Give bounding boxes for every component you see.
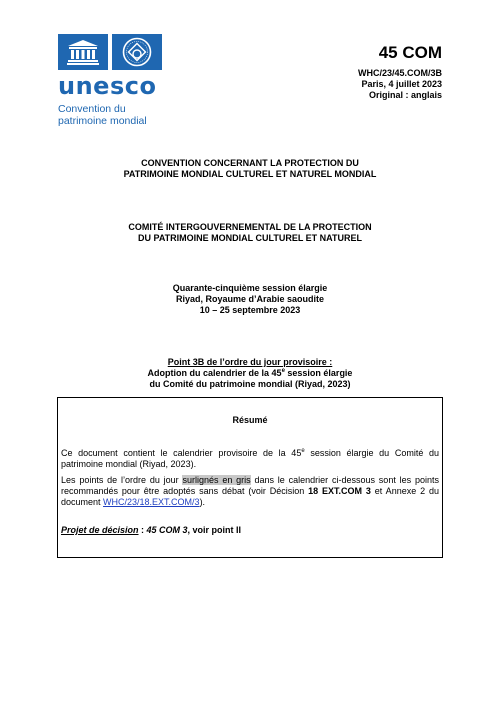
unesco-wordmark: unesco <box>58 72 157 100</box>
temple-icon <box>67 39 99 65</box>
grey-highlight-text: surlignés en gris <box>182 475 251 485</box>
session-dates: 10 – 25 septembre 2023 <box>199 305 301 315</box>
agenda-item-title-line2: du Comité du patrimoine mondial (Riyad, 2023) <box>149 379 351 389</box>
committee-title-line2: DU PATRIMOINE MONDIAL CULTUREL ET NATUREL <box>138 233 362 243</box>
world-heritage-emblem-icon <box>122 37 152 67</box>
original-language: Original : anglais <box>368 90 442 100</box>
agenda-title-part: Adoption du calendrier de la 45 <box>147 368 282 378</box>
logo-subtitle-line1: Convention du <box>58 103 126 115</box>
session-location: Riyad, Royaume d’Arabie saoudite <box>175 294 325 304</box>
place-and-date: Paris, 4 juillet 2023 <box>361 79 442 89</box>
agenda-title-part: session élargie <box>284 368 353 378</box>
agenda-item-title-line1 <box>58 368 442 379</box>
ordinal-suffix: e <box>301 448 305 454</box>
committee-title-line1: COMITÉ INTERGOUVERNEMENTAL DE LA PROTECTION <box>128 222 372 232</box>
document-meta <box>358 68 442 101</box>
document-reference: WHC/23/45.COM/3B <box>357 68 442 78</box>
convention-title-line2: PATRIMOINE MONDIAL CULTUREL ET NATUREL MONDIAL <box>123 169 377 179</box>
session-name: Quarante-cinquième session élargie <box>172 283 328 293</box>
logo-emblems <box>58 34 162 70</box>
unesco-logo <box>58 34 170 126</box>
summary-box <box>57 397 443 558</box>
text-run: Ce document contient le calendrier provisoire de la 45 <box>61 448 302 458</box>
document-header <box>358 42 442 101</box>
draft-decision-tail: , voir point II <box>187 525 242 535</box>
world-heritage-box <box>112 34 162 70</box>
text-run: ). <box>199 497 206 507</box>
logo-subtitle-line2: patrimoine mondial <box>58 115 147 127</box>
unesco-temple-box <box>58 34 108 70</box>
ordinal-suffix: e <box>281 368 285 374</box>
committee-title <box>58 222 442 244</box>
text-run: Les points de l’ordre du jour <box>61 475 183 485</box>
session-code: 45 COM <box>378 43 442 62</box>
draft-decision <box>61 525 439 536</box>
separator: : <box>138 525 147 535</box>
summary-paragraph-1 <box>61 448 439 470</box>
text-run: et Annexe 2 du document <box>61 486 439 507</box>
draft-decision-number: 45 COM 3 <box>146 525 188 535</box>
agenda-item <box>58 357 442 390</box>
summary-paragraph-2 <box>61 475 439 508</box>
decision-reference: 18 EXT.COM 3 <box>308 486 371 496</box>
text-run: dans le calendrier ci-dessous sont les points recommandés pour être adoptés sans débat (voir Décision <box>61 475 439 496</box>
convention-title-line1: CONVENTION CONCERNANT LA PROTECTION DU <box>141 158 359 168</box>
document-link[interactable]: WHC/23/18.EXT.COM/3 <box>103 497 200 507</box>
text-run: session élargie du Comité du patrimoine mondial (Riyad, 2023). <box>61 448 439 469</box>
draft-decision-label: Projet de décision <box>61 525 139 535</box>
agenda-item-label: Point 3B de l’ordre du jour provisoire : <box>167 357 333 367</box>
summary-title: Résumé <box>232 415 268 425</box>
session-info <box>58 283 442 316</box>
convention-title <box>58 158 442 180</box>
